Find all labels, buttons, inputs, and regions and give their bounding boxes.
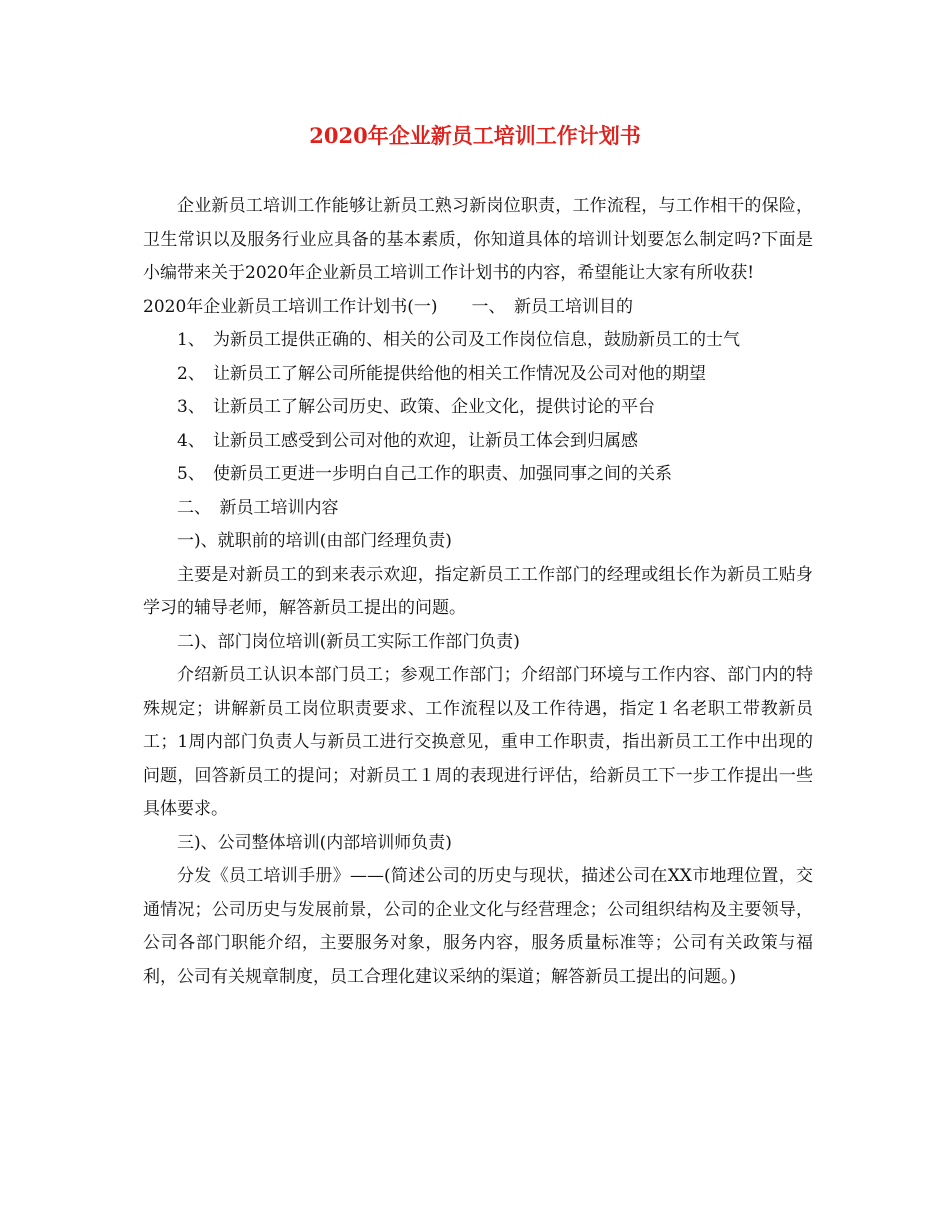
list-item-text: 让新员工了解公司所能提供给他的相关工作情况及公司对他的期望 xyxy=(213,363,706,384)
goals-list xyxy=(143,324,813,492)
list-item xyxy=(143,358,813,392)
list-item-number: 1、 xyxy=(177,330,205,350)
subsection-3-heading: 三)、公司整体培训(内部培训师负责) xyxy=(177,832,452,853)
subsection-1-text: 主要是对新员工的到来表示欢迎，指定新员工工作部门的经理或组长作为新员工贴身学习的辅导老师，解答新员工提出的问题。 xyxy=(143,564,813,618)
intro-paragraph: 企业新员工培训工作能够让新员工熟习新岗位职责，工作流程，与工作相干的保险，卫生常识以及服务行业应具备的基本素质，你知道具体的培训计划要怎么制定吗?下面是小编带来关于2020年企业新员工培训工作计划书的内容，希望能让大家有所收获! xyxy=(143,196,813,283)
list-item xyxy=(143,425,813,459)
list-item-number: 4、 xyxy=(177,430,205,451)
subsection-2-heading: 二)、部门岗位培训(新员工实际工作部门负责) xyxy=(177,631,520,652)
list-item xyxy=(143,458,813,492)
document-body xyxy=(143,190,813,994)
list-item-text: 使新员工更进一步明白自己工作的职责、加强同事之间的关系 xyxy=(213,464,672,484)
list-item-text: 让新员工感受到公司对他的欢迎，让新员工体会到归属感 xyxy=(213,430,638,451)
document-title: 2020年企业新员工培训工作计划书 xyxy=(309,123,641,148)
list-item-number: 3、 xyxy=(177,397,205,417)
list-item xyxy=(143,324,813,358)
list-item xyxy=(143,391,813,425)
subsection-1-heading: 一)、就职前的培训(由部门经理负责) xyxy=(177,531,452,551)
list-item-text: 让新员工了解公司历史、政策、企业文化，提供讨论的平台 xyxy=(213,397,655,417)
list-item-number: 2、 xyxy=(177,363,205,384)
section-header: 2020年企业新员工培训工作计划书(一) 一、 新员工培训目的 xyxy=(143,296,634,317)
content-heading: 二、 新员工培训内容 xyxy=(177,497,339,518)
subsection-2-text: 介绍新员工认识本部门员工；参观工作部门；介绍部门环境与工作内容、部门内的特殊规定；讲解新员工岗位职责要求、工作流程以及工作待遇，指定１名老职工带教新员工；1周内部门负责人与新员工进行交换意见，重申工作职责，指出新员工工作中出现的问题，回答新员工的提问；对新员工１周的表现进行评估，给新员工下一步工作提出一些具体要求。 xyxy=(143,665,813,819)
list-item-text: 为新员工提供正确的、相关的公司及工作岗位信息，鼓励新员工的士气 xyxy=(213,330,740,350)
subsection-3-text: 分发《员工培训手册》——(简述公司的历史与现状，描述公司在XX市地理位置，交通情况；公司历史与发展前景，公司的企业文化与经营理念；公司组织结构及主要领导，公司各部门职能介绍，主要服务对象，服务内容，服务质量标准等；公司有关政策与福利，公司有关规章制度，员工合理化建议采纳的渠道；解答新员工提出的问题。) xyxy=(143,866,813,987)
list-item-number: 5、 xyxy=(177,464,205,484)
